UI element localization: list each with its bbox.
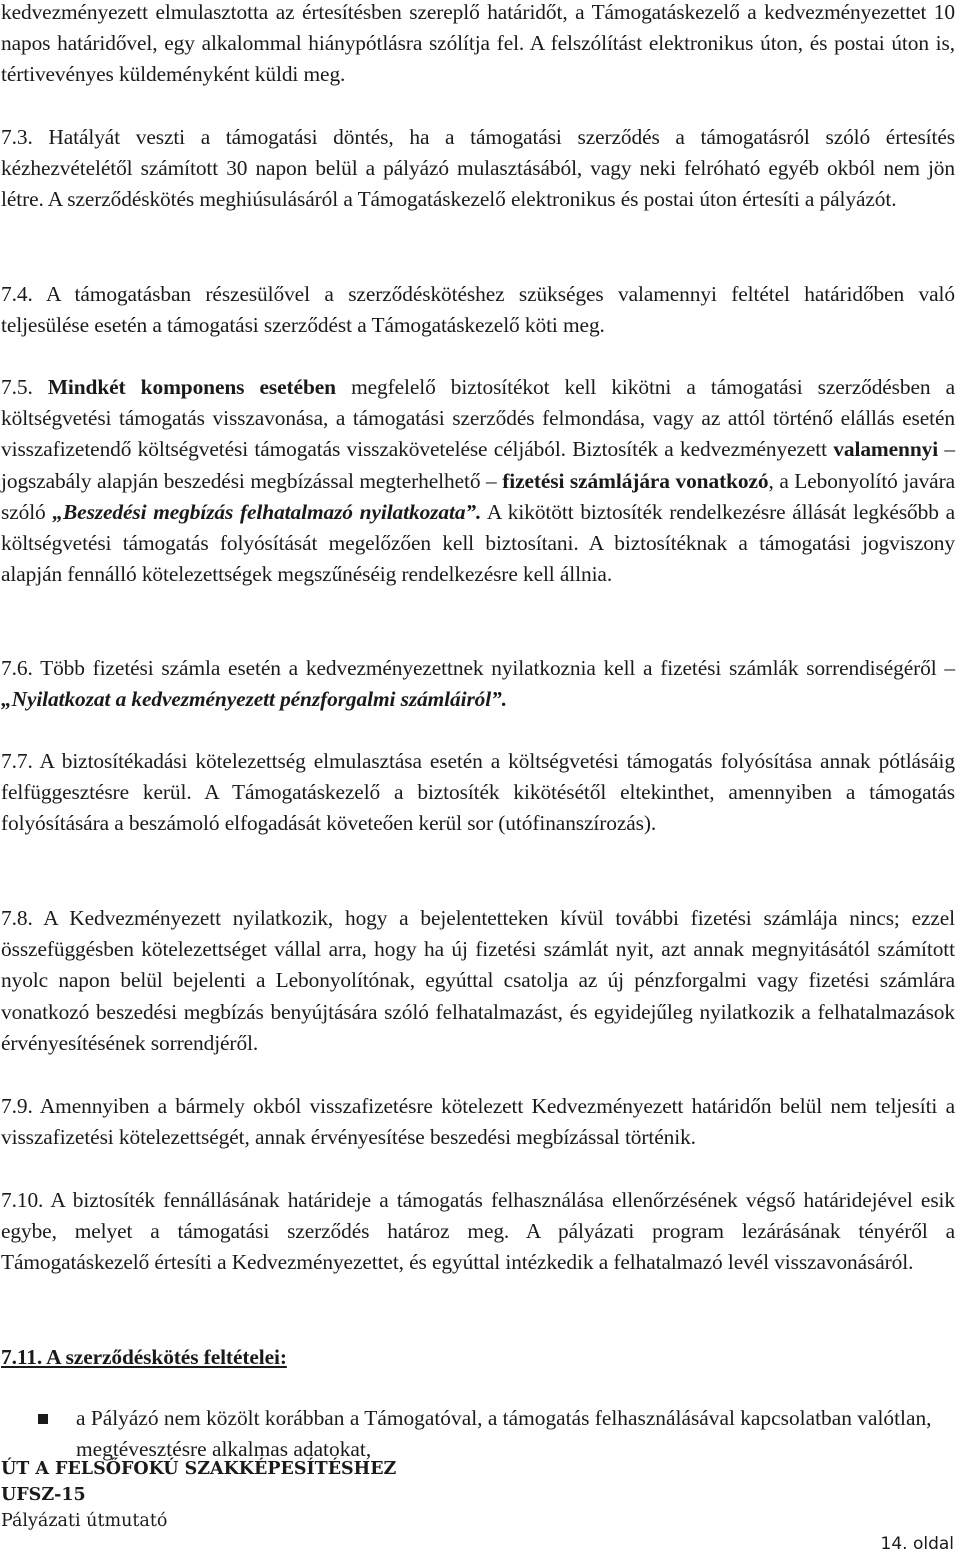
paragraph-continuation: kedvezményezett elmulasztotta az értesítésben szereplő határidőt, a Támogatáskezelő a kedvezményezettet 10 napos határidővel, egy alkalommal hiánypótlásra szólítja fel. A felszólítást elektronikus úton, és postai úton is, tértivevényes küldeményként küldi meg. bbox=[1, 0, 955, 87]
p75-bold-account: fizetési számlájára vonatkozó bbox=[502, 468, 769, 493]
footer-doc-title: Pályázati útmutató bbox=[1, 1511, 168, 1531]
paragraph-7-8: 7.8. A Kedvezményezett nyilatkozik, hogy a bejelentetteken kívül további fizetési számlája nincs; ezzel összefüggésben kötelezettséget vállal arra, hogy ha új fizetési számlát nyit, azt annak megnyitásától számított nyolc napon belül bejelenti a Lebonyolítónak, egyúttal csatolja az új pénzforgalmi vagy fizetési számlára vonatkozó beszedési megbízás benyújtására szóló felhatalmazást, és egyidejűleg nyilatkozik a felhatalmazások érvényesítésének sorrendjéről. bbox=[1, 906, 955, 1055]
footer-program-name: ÚT A FELSŐFOKÚ SZAKKÉPESÍTÉSHEZ bbox=[1, 1459, 397, 1479]
page-number: 14. oldal bbox=[880, 1534, 954, 1554]
p75-text-4: A kikötött biztosíték rendelkezésre állását legkésőbb a költségvetési támogatás folyósítását megelőzően kell biztosítani. A biztosítéknak a támogatási jogviszony alapján fennálló kötelezettségek megszűnéséig rendelkezésre kell állnia. bbox=[1, 499, 955, 587]
p75-text-2: – jogszabály alapján beszedési megbízással megterhelhető – bbox=[1, 437, 956, 493]
p75-bold-all: valamennyi bbox=[833, 437, 939, 462]
paragraph-7-9: 7.9. Amennyiben a bármely okból visszafizetésre kötelezett Kedvezményezett határidőn belül nem teljesíti a visszafizetési kötelezettségét, annak érvényesítése beszedési megbízással történik. bbox=[1, 1094, 955, 1150]
paragraph-7-7: 7.7. A biztosítékadási kötelezettség elmulasztása esetén a költségvetési támogatás folyósítása annak pótlásáig felfüggesztésre kerül. A Támogatáskezelő a biztosíték kikötésétől eltekinthet, amennyiben a támogatás folyósítására a beszámoló elfogadását követeően kerül sor (utófinanszírozás). bbox=[1, 749, 955, 836]
p76-form-title: „Nyilatkozat a kedvezményezett pénzforgalmi számláiról”. bbox=[1, 687, 507, 712]
p76-text: 7.6. Több fizetési számla esetén a kedvezményezettnek nyilatkoznia kell a fizetési számlák sorrendiségéről – bbox=[1, 656, 955, 680]
paragraph-7-3: 7.3. Hatályát veszti a támogatási döntés, ha a támogatási szerződés a támogatásról szóló értesítés kézhezvételétől számított 30 napon belül a pályázó mulasztásából, vagy neki felróható egyéb okból nem jön létre. A szerződéskötés meghiúsulásáról a Támogatáskezelő elektronikus és postai úton értesíti a pályázót. bbox=[1, 125, 955, 212]
p75-text-3: , a Lebonyolító javára szóló bbox=[1, 468, 955, 524]
p75-bold-components: Mindkét komponens esetében bbox=[47, 375, 336, 399]
square-bullet-icon bbox=[38, 1414, 48, 1424]
paragraph-7-5 bbox=[1, 372, 955, 590]
heading-7-11: 7.11. A szerződéskötés feltételei: bbox=[1, 1345, 287, 1369]
footer-program-code: UFSZ-15 bbox=[1, 1485, 86, 1505]
paragraph-7-6 bbox=[1, 653, 955, 715]
p75-form-title: „Beszedési megbízás felhatalmazó nyilatkozata”. bbox=[52, 499, 482, 524]
paragraph-7-4: 7.4. A támogatásban részesülővel a szerződéskötéshez szükséges valamennyi feltétel határidőben való teljesülése esetén a támogatási szerződést a Támogatáskezelő köti meg. bbox=[1, 282, 955, 338]
p75-num: 7.5. bbox=[1, 375, 33, 399]
paragraph-7-10: 7.10. A biztosíték fennállásának határideje a támogatás felhasználása ellenőrzésének végső határidejével esik egybe, melyet a támogatási szerződés határoz meg. A pályázati program lezárásának tényéről a Támogatáskezelő értesíti a Kedvezményezettet, és egyúttal intézkedik a felhatalmazó levél visszavonásáról. bbox=[1, 1188, 955, 1275]
bullet-text: a Pályázó nem közölt korábban a Támogatóval, a támogatás felhasználásával kapcsolatban valótlan, megtévesztésre alkalmas adatokat, bbox=[76, 1406, 932, 1462]
p75-text-1: megfelelő biztosítékot kell kikötni a támogatási szerződésben a költségvetési támogatás visszavonása, a támogatási szerződés felmondása, vagy az attól történő elállás esetén visszafizetendő költségvetési támogatás visszakövetelése céljából. Biztosíték a kedvezményezett bbox=[1, 375, 956, 462]
